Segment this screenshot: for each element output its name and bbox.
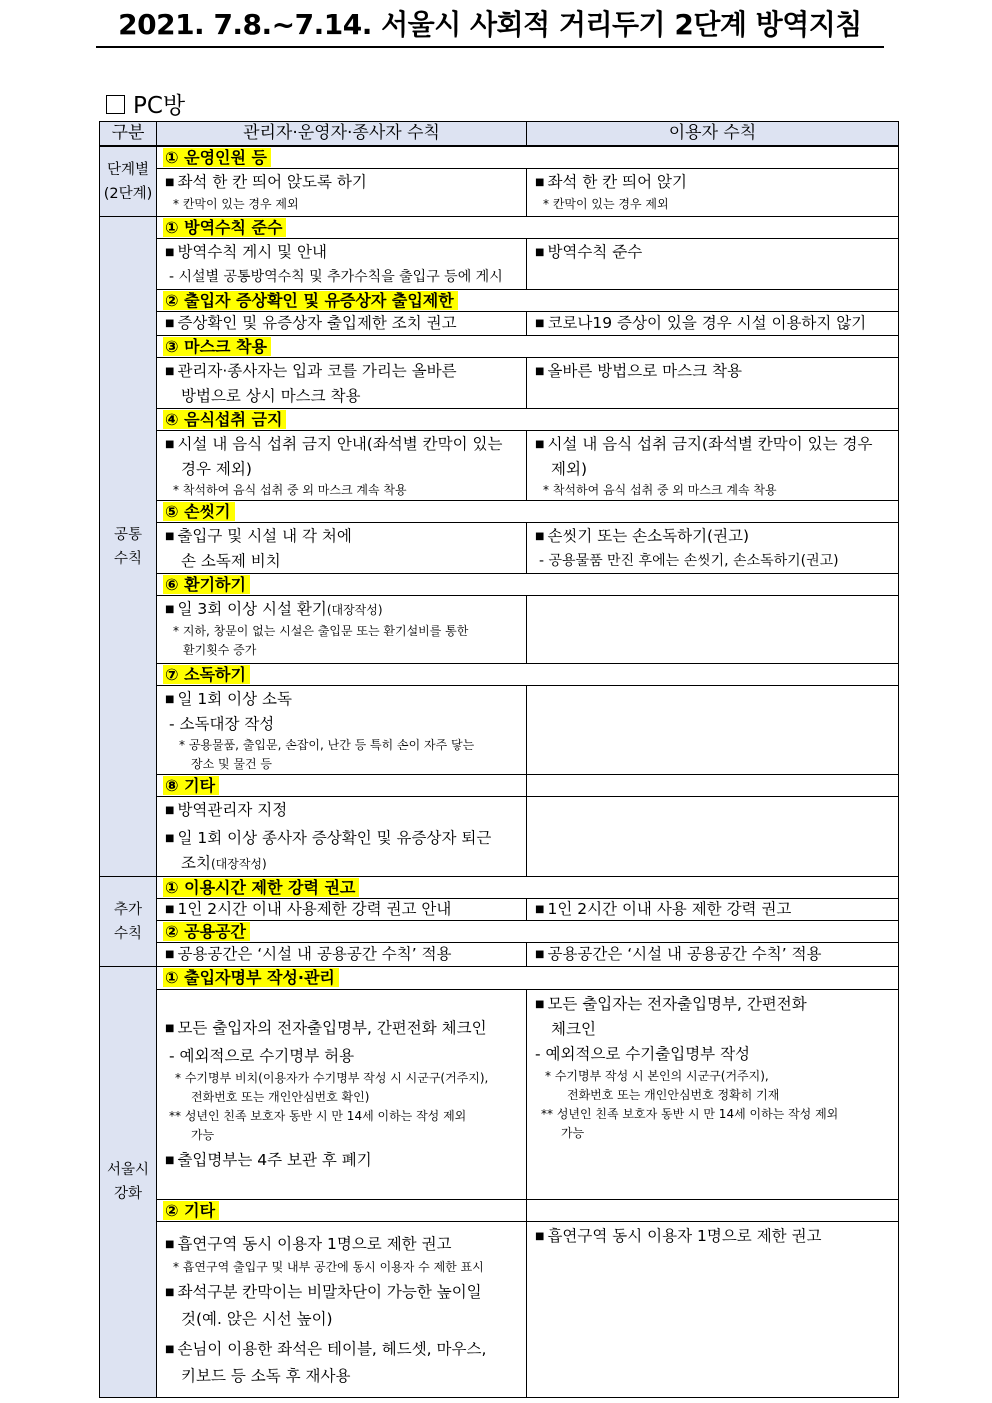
- user-cell: ■ 코로나19 증상이 있을 경우 시설 이용하지 않기: [527, 312, 899, 336]
- user-cell: [527, 686, 899, 775]
- user-cell: [527, 797, 899, 877]
- user-cell: ■ 흡연구역 동시 이용자 1명으로 제한 권고: [527, 1222, 899, 1398]
- section-header: ① 출입자명부 작성·관리: [157, 967, 899, 990]
- manager-cell: ■ 공용공간은 ‘시설 내 공용공간 수칙’ 적용: [157, 943, 527, 967]
- section-header: ③ 마스크 착용: [157, 336, 899, 358]
- manager-cell: ■ 좌석 한 칸 띄어 앉도록 하기 * 칸막이 있는 경우 제외: [157, 169, 527, 217]
- section-header: ⑤ 손씻기: [157, 501, 899, 523]
- user-cell: ■ 방역수칙 준수: [527, 239, 899, 290]
- category-seoul: 서울시 강화: [100, 967, 157, 1398]
- user-cell: [527, 775, 899, 797]
- section-header: ② 기타: [157, 1200, 527, 1222]
- category-stage: 단계별 (2단계): [100, 146, 157, 217]
- header-user: 이용자 수칙: [527, 122, 899, 147]
- user-cell: [527, 1200, 899, 1222]
- manager-cell: ■ 일 1회 이상 소독 - 소독대장 작성 * 공용물품, 출입문, 손잡이, 난간 등 특히 손이 자주 닿는 장소 및 물건 등: [157, 686, 527, 775]
- user-cell: ■ 모든 출입자는 전자출입명부, 간편전화 체크인 - 예외적으로 수기출입명부 작성 * 수기명부 작성 시 본인의 시군구(거주지), 전화번호 또는 개인안심번호 정확히 기재 ** 성년인 친족 보호자 동반 시 만 14세 이하는 작성 제외 가능: [527, 990, 899, 1200]
- page-title: 2021. 7.8.~7.14. 서울시 사회적 거리두기 2단계 방역지침: [96, 4, 884, 48]
- user-cell: ■ 좌석 한 칸 띄어 앉기 * 칸막이 있는 경우 제외: [527, 169, 899, 217]
- category-extra: 추가 수칙: [100, 877, 157, 967]
- guideline-table: [99, 121, 899, 1398]
- header-category: 구분: [100, 122, 157, 147]
- section-header: ① 운영인원 등: [157, 146, 899, 169]
- section-header: ① 방역수칙 준수: [157, 217, 899, 239]
- manager-cell: ■ 흡연구역 동시 이용자 1명으로 제한 권고 * 흡연구역 출입구 및 내부 공간에 동시 이용자 수 제한 표시 ■ 좌석구분 칸막이는 비말차단이 가능한 높이일 것(예. 앉은 시선 높이) ■ 손님이 이용한 좌석은 테이블, 헤드셋, 마우스, 키보드 등 소독 후 재사용: [157, 1222, 527, 1398]
- manager-cell: ■ 방역수칙 게시 및 안내 - 시설별 공통방역수칙 및 추가수칙을 출입구 등에 게시: [157, 239, 527, 290]
- section-subtitle: [106, 90, 185, 122]
- user-cell: ■ 시설 내 음식 섭취 금지(좌석별 칸막이 있는 경우 제외) * 착석하여 음식 섭취 중 외 마스크 계속 착용: [527, 431, 899, 501]
- header-manager: 관리자·운영자·종사자 수칙: [157, 122, 527, 147]
- manager-cell: ■ 방역관리자 지정 ■ 일 1회 이상 종사자 증상확인 및 유증상자 퇴근 조치(대장작성): [157, 797, 527, 877]
- manager-cell: ■ 모든 출입자의 전자출입명부, 간편전화 체크인 - 예외적으로 수기명부 허용 * 수기명부 비치(이용자가 수기명부 작성 시 시군구(거주지), 전화번호 또는 개인안심번호 확인) ** 성년인 친족 보호자 동반 시 만 14세 이하는 작성 제외 가능 ■ 출입명부는 4주 보관 후 폐기: [157, 990, 527, 1200]
- table-header-row: [100, 122, 899, 147]
- section-header: ② 공용공간: [157, 921, 899, 943]
- manager-cell: ■ 1인 2시간 이내 사용제한 강력 권고 안내: [157, 899, 527, 921]
- section-header: ④ 음식섭취 금지: [157, 409, 899, 431]
- user-cell: [527, 596, 899, 664]
- section-header: ② 출입자 증상확인 및 유증상자 출입제한: [157, 290, 899, 312]
- checkbox-square-icon: [106, 95, 125, 114]
- section-header: ① 이용시간 제한 강력 권고: [157, 877, 899, 899]
- manager-cell: ■ 시설 내 음식 섭취 금지 안내(좌석별 칸막이 있는 경우 제외) * 착석하여 음식 섭취 중 외 마스크 계속 착용: [157, 431, 527, 501]
- section-header: ⑦ 소독하기: [157, 664, 899, 686]
- user-cell: ■ 1인 2시간 이내 사용 제한 강력 권고: [527, 899, 899, 921]
- section-header: ⑥ 환기하기: [157, 574, 899, 596]
- manager-cell: ■ 일 3회 이상 시설 환기(대장작성) * 지하, 창문이 없는 시설은 출입문 또는 환기설비를 통한 환기횟수 증가: [157, 596, 527, 664]
- category-common: 공통 수칙: [100, 217, 157, 877]
- manager-cell: ■ 출입구 및 시설 내 각 처에 손 소독제 비치: [157, 523, 527, 574]
- user-cell: ■ 공용공간은 ‘시설 내 공용공간 수칙’ 적용: [527, 943, 899, 967]
- manager-cell: ■ 증상확인 및 유증상자 출입제한 조치 권고: [157, 312, 527, 336]
- subtitle-text: PC방: [133, 93, 186, 119]
- user-cell: ■ 올바른 방법으로 마스크 착용: [527, 358, 899, 409]
- user-cell: ■ 손씻기 또는 손소독하기(권고) - 공용물품 만진 후에는 손씻기, 손소독하기(권고): [527, 523, 899, 574]
- section-header: ⑧ 기타: [157, 775, 527, 797]
- manager-cell: ■ 관리자·종사자는 입과 코를 가리는 올바른 방법으로 상시 마스크 착용: [157, 358, 527, 409]
